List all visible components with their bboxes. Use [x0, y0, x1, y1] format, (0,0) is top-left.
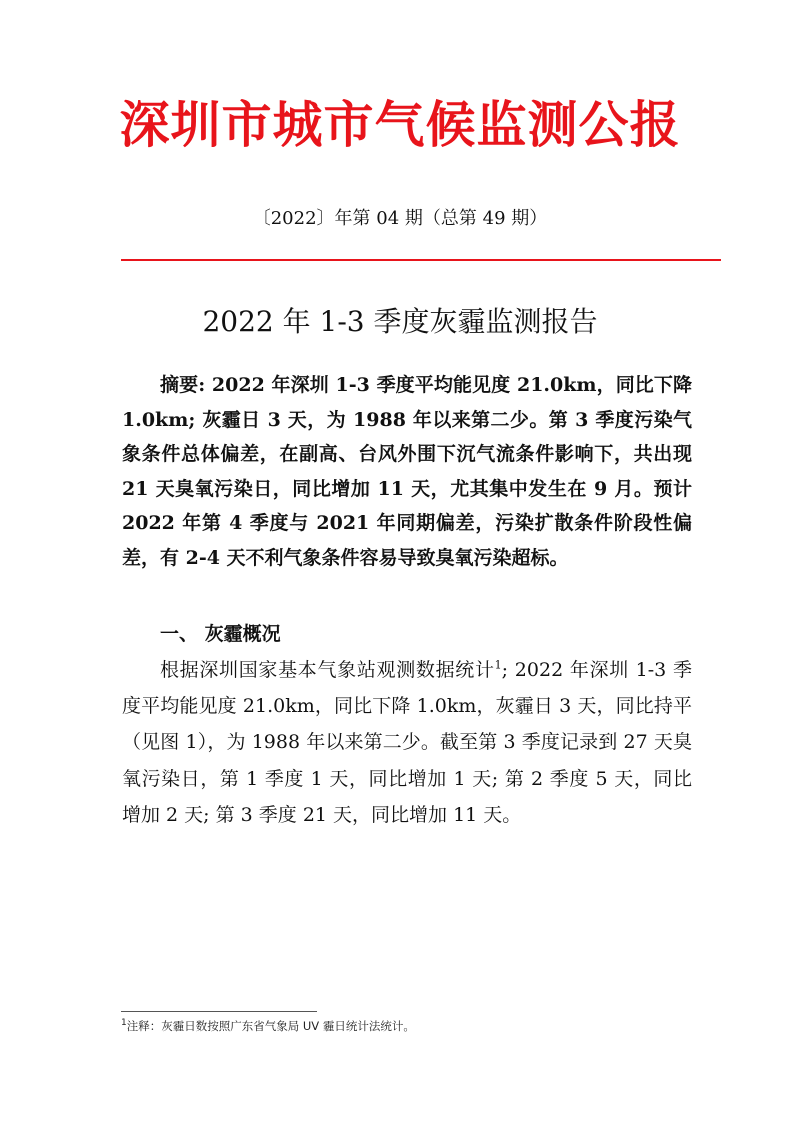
- paragraph-text-part2: ; 2022 年深圳 1-3 季度平均能见度 21.0km，同比下降 1.0km，灰霾日 3 天，同比持平（见图 1），为 1988 年以来第二少。截至第 3 季度记录到 27 天臭氧污染日，第 1 季度 1 天，同比增加 1 天; 第 2 季度 5 天，同比增加 2 天; 第 3 季度 21 天，同比增加 11 天。: [122, 659, 692, 826]
- footnote-reference[interactable]: 1: [494, 658, 502, 672]
- abstract-paragraph: [122, 368, 692, 575]
- masthead-title: 深圳市城市气候监测公报: [119, 95, 681, 154]
- report-title: 2022 年 1-3 季度灰霾监测报告: [202, 305, 598, 338]
- footnote-text: 注释：灰霾日数按照广东省气象局 UV 霾日统计法统计。: [126, 1019, 415, 1033]
- red-divider: [121, 259, 721, 261]
- abstract-label: 摘要:: [160, 374, 206, 396]
- footnote-marker: 1: [121, 1018, 127, 1029]
- section-heading-haze-overview: 一、 灰霾概况: [160, 623, 281, 645]
- section-paragraph: [122, 652, 692, 833]
- footnote: [121, 1017, 701, 1035]
- abstract-text: 2022 年深圳 1-3 季度平均能见度 21.0km，同比下降 1.0km; 灰霾日 3 天，为 1988 年以来第二少。第 3 季度污染气象条件总体偏差，在副高、台风外围下沉气流条件影响下，共出现 21 天臭氧污染日，同比增加 11 天，尤其集中发生在 9 月。预计 2022 年第 4 季度与 2021 年同期偏差，污染扩散条件阶段性偏差，有 2-4 天不利气象条件容易导致臭氧污染超标。: [122, 374, 693, 569]
- paragraph-text-part1: 根据深圳国家基本气象站观测数据统计: [160, 659, 495, 681]
- footnote-divider: [121, 1011, 317, 1012]
- issue-number: 〔2022〕年第 04 期（总第 49 期）: [252, 208, 548, 229]
